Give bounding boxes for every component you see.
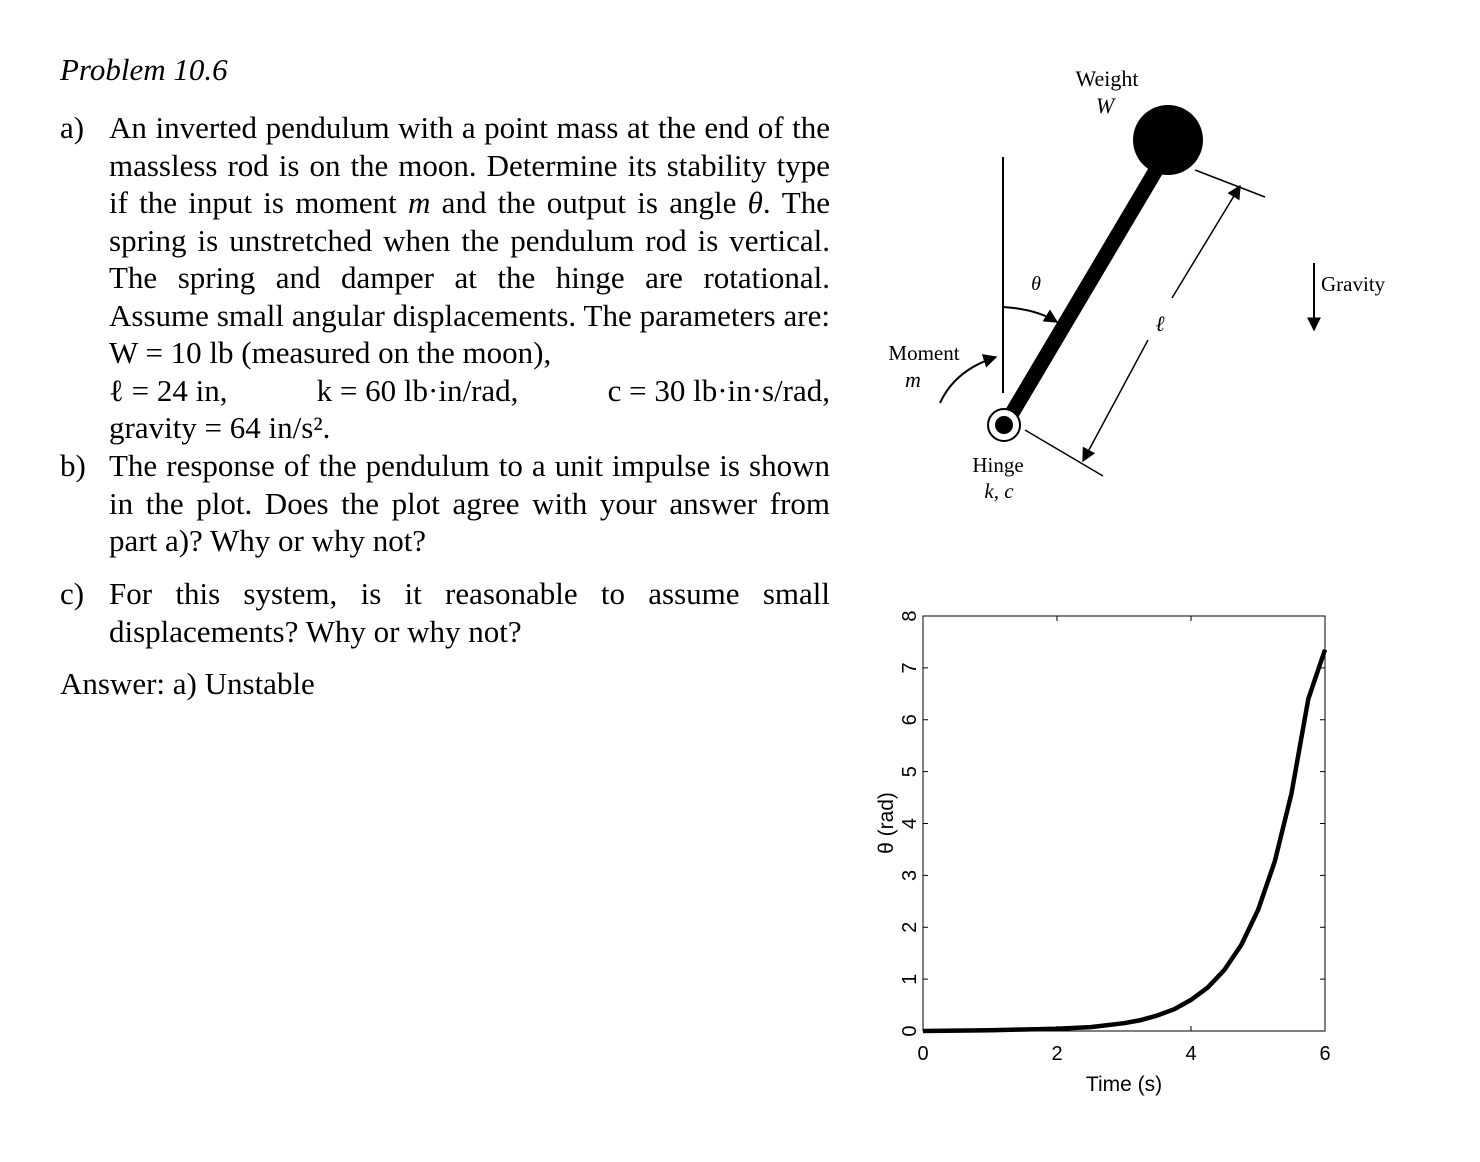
problem-title: Problem 10.6 <box>60 52 228 87</box>
y-tick-label: 3 <box>899 869 921 881</box>
theta-arrow <box>1003 307 1057 322</box>
y-tick-label: 4 <box>899 817 921 830</box>
part-a-text-1: An inverted pendulum with a point mass at the end of the massless rod is on the moon. Determine its stability type if the input is moment <box>109 110 830 220</box>
y-tick-label: 7 <box>899 662 921 674</box>
part-c-label: c) <box>60 576 85 611</box>
y-tick-label: 6 <box>899 714 921 726</box>
weight-label: Weight <box>1075 66 1139 91</box>
part-a-label: a) <box>60 110 85 145</box>
x-tick-label: 4 <box>1185 1043 1197 1065</box>
x-tick-label: 0 <box>917 1043 929 1065</box>
response-curve <box>923 650 1325 1031</box>
length-arrow-down <box>1083 340 1148 461</box>
param-spring: k = 60 lb·in/rad, <box>316 372 519 408</box>
x-tick-labels <box>917 1043 1330 1065</box>
pendulum-diagram <box>0 0 1480 560</box>
part-a-text-3: . The spring is unstretched when the pendulum rod is vertical. The spring and damper at the hinge are rotational. Assume small angular displacements. The parameters are: <box>109 185 831 333</box>
part-c <box>60 575 830 650</box>
y-tick-label: 1 <box>899 973 921 985</box>
gravity-label: Gravity <box>1321 272 1386 296</box>
answer: Answer: a) Unstable <box>60 666 315 701</box>
param-gravity: gravity = 64 in/s². <box>109 410 331 445</box>
part-a-moment-symbol: m <box>408 185 431 220</box>
y-tick-label: 2 <box>899 921 921 933</box>
y-tick-labels <box>899 610 921 1036</box>
part-c-body: For this system, is it reasonable to assume small displacements? Why or why not? <box>109 576 830 649</box>
y-tick-label: 5 <box>899 766 921 778</box>
part-b-body: The response of the pendulum to a unit impulse is shown in the plot. Does the plot agree with your answer from part a)? Why or why not? <box>109 448 830 558</box>
part-a-theta-symbol: θ <box>747 185 763 220</box>
x-tick-label: 6 <box>1319 1043 1331 1065</box>
x-tick-label: 2 <box>1051 1043 1063 1065</box>
length-label: ℓ <box>1155 311 1165 336</box>
moment-symbol: m <box>905 367 921 392</box>
param-damper: c = 30 lb·in·s/rad, <box>607 372 830 408</box>
point-mass <box>1133 105 1203 175</box>
hinge-label: Hinge <box>972 453 1024 477</box>
weight-symbol: W <box>1095 93 1115 118</box>
theta-label: θ <box>1031 273 1041 295</box>
param-weight: W = 10 lb (measured on the moon), <box>109 335 552 370</box>
hinge-pin <box>995 416 1013 434</box>
y-axis-label: θ (rad) <box>875 792 898 854</box>
param-length: ℓ = 24 in, <box>109 372 228 408</box>
pendulum-rod <box>1005 155 1165 425</box>
y-tick-label: 0 <box>899 1025 921 1037</box>
part-a-text-2: and the output is angle <box>430 185 748 220</box>
dimension-extension-top <box>1195 170 1265 197</box>
length-arrow-up <box>1172 186 1240 298</box>
plot-frame <box>923 616 1325 1031</box>
hinge-symbols: k, c <box>984 479 1014 503</box>
dimension-extension-bottom <box>1025 430 1103 476</box>
y-tick-label: 8 <box>899 610 921 622</box>
moment-label: Moment <box>888 341 960 365</box>
x-axis-label: Time (s) <box>1085 1073 1163 1096</box>
axis-ticks <box>923 616 1325 1031</box>
part-b-label: b) <box>60 448 86 483</box>
